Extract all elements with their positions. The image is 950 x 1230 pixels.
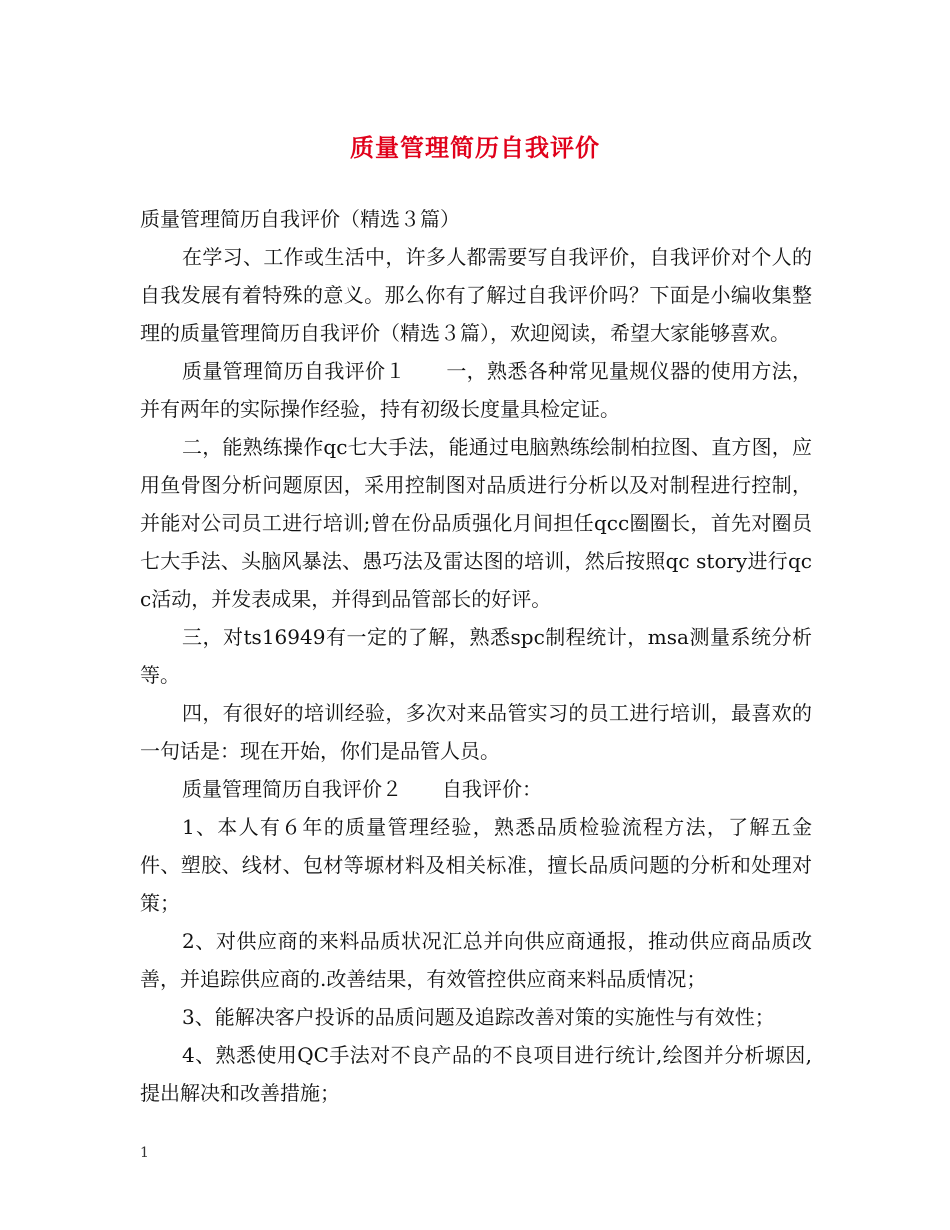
paragraph: 3、能解决客户投诉的品质问题及追踪改善对策的实施性与有效性； — [182, 1005, 775, 1029]
paragraph: 1、本人有６年的质量管理经验，熟悉品质检验流程方法，了解五金件、塑胶、线材、包材等塬材料及相关标准，擅长品质问题的分析和处理对策； — [140, 815, 812, 915]
document-subheading: 质量管理简历自我评价（精选３篇） — [140, 207, 460, 231]
page-number: 1 — [140, 1145, 149, 1161]
paragraph: 在学习、工作或生活中，许多人都需要写自我评价，自我评价对个人的自我发展有着特殊的意义。那么你有了解过自我评价吗？下面是小编收集整理的质量管理简历自我评价（精选３篇），欢迎阅读，希望大家能够喜欢。 — [140, 245, 812, 345]
document-title: 质量管理简历自我评价 — [350, 133, 600, 162]
paragraph: 2、对供应商的来料品质状况汇总并向供应商通报，推动供应商品质改善，并追踪供应商的.改善结果，有效管控供应商来料品质情况； — [140, 929, 812, 991]
paragraph: 四，有很好的培训经验，多次对来品管实习的员工进行培训，最喜欢的一句话是：现在开始，你们是品管人员。 — [140, 701, 812, 763]
paragraph: 4、熟悉使用QC手法对不良产品的不良项目进行统计,绘图并分析塬因,提出解决和改善措施； — [140, 1043, 812, 1105]
paragraph: 质量管理简历自我评价２ 自我评价： — [182, 777, 542, 801]
paragraph: 质量管理简历自我评价１ 一，熟悉各种常见量规仪器的使用方法，并有两年的实际操作经验，持有初级长度量具检定证。 — [140, 359, 812, 421]
paragraph: 二，能熟练操作qc七大手法，能通过电脑熟练绘制柏拉图、直方图，应用鱼骨图分析问题原因，采用控制图对品质进行分析以及对制程进行控制，并能对公司员工进行培训;曾在份品质强化月间担任qcc圈圈长，首先对圈员七大手法、头脑风暴法、愚巧法及雷达图的培训，然后按照qc story进行qcc活动，并发表成果，并得到品管部长的好评。 — [140, 435, 812, 611]
document-body — [140, 200, 812, 1112]
paragraph: 三，对ts16949有一定的了解，熟悉spc制程统计，msa测量系统分析等。 — [140, 625, 812, 687]
